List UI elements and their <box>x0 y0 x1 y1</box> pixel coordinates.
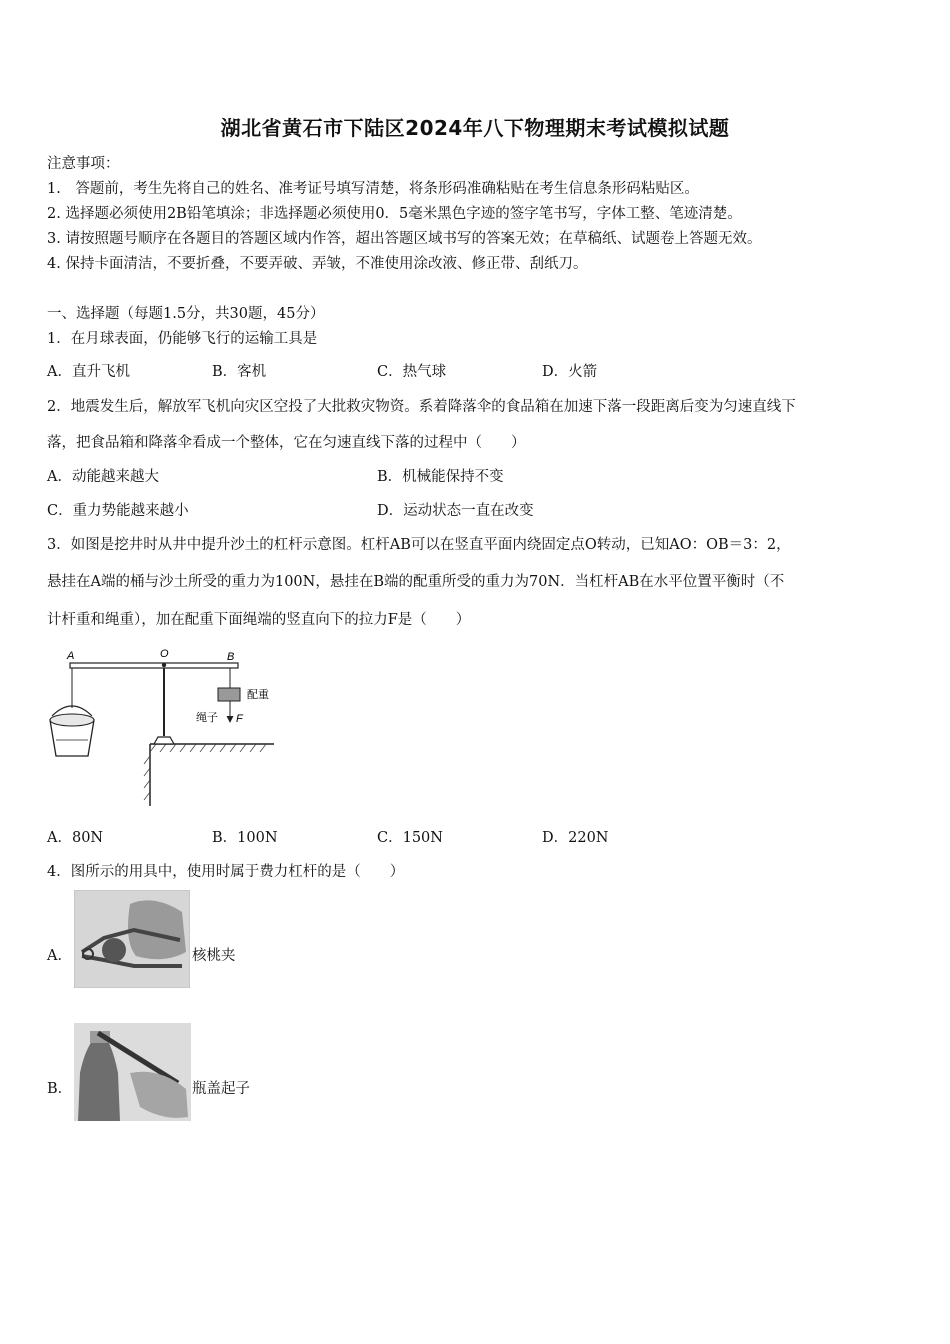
q3-option-b: B．100N <box>212 830 278 846</box>
lever-diagram <box>44 644 284 809</box>
label-weight: 配重 <box>247 688 269 701</box>
q1-option-d: D．火箭 <box>542 364 598 380</box>
notice-heading: 注意事项： <box>47 156 120 172</box>
q1-stem: 1．在月球表面，仍能够飞行的运输工具是 <box>47 331 318 347</box>
arrow-head-icon <box>227 716 234 723</box>
q1-option-c: C．热气球 <box>377 364 447 380</box>
notice-item-1: 1. 答题前，考生先将自己的姓名、准考证号填写清楚，将条形码准确粘贴在考生信息条形码粘贴区。 <box>47 181 699 197</box>
q4-option-b-label: B． <box>47 1081 73 1097</box>
q3-stem-line1: 3．如图是挖井时从井中提升沙土的杠杆示意图。杠杆AB可以在竖直平面内绕固定点O转动，已知AO：OB＝3：2， <box>47 537 791 553</box>
label-b: B <box>227 651 235 663</box>
label-rope: 绳子 <box>196 711 218 724</box>
q3-stem-line3: 计杆重和绳重），加在配重下面绳端的竖直向下的拉力F是（ ） <box>47 612 471 628</box>
post-base <box>154 737 174 744</box>
q4-option-a-caption: 核桃夹 <box>192 948 236 964</box>
walnut-icon <box>102 938 126 962</box>
q4-option-a-label: A． <box>47 948 72 964</box>
q2-option-d: D．运动状态一直在改变 <box>377 503 534 519</box>
pivot-point <box>162 663 166 667</box>
notice-item-3: 3. 请按照题号顺序在各题目的答题区域内作答，超出答题区域书写的答案无效；在草稿纸、试题卷上答题无效。 <box>47 231 762 247</box>
q1-option-b: B．客机 <box>212 364 267 380</box>
q3-stem-line2: 悬挂在A端的桶与沙土所受的重力为100N，悬挂在B端的配重所受的重力为70N．当杠杆AB在水平位置平衡时（不 <box>47 574 785 590</box>
bucket-sand <box>50 714 94 726</box>
q2-option-c: C．重力势能越来越小 <box>47 503 189 519</box>
q2-stem-line1: 2．地震发生后，解放军飞机向灾区空投了大批救灾物资。系着降落伞的食品箱在加速下落一段距离后变为匀速直线下 <box>47 399 796 415</box>
ground-hatch <box>144 744 266 800</box>
q4-stem: 4．图所示的用具中，使用时属于费力杠杆的是（ ） <box>47 864 405 880</box>
nutcracker-photo <box>74 890 190 988</box>
q3-option-a: A．80N <box>47 830 104 846</box>
lever-bar <box>70 663 238 668</box>
q1-option-a: A．直升飞机 <box>47 364 130 380</box>
q2-option-a: A．动能越来越大 <box>47 469 159 485</box>
label-a: A <box>67 650 75 662</box>
counterweight <box>218 688 240 701</box>
q2-option-b: B．机械能保持不变 <box>377 469 504 485</box>
section-heading: 一、选择题（每题1.5分，共30题，45分） <box>47 306 325 322</box>
q2-stem-line2: 落，把食品箱和降落伞看成一个整体，它在匀速直线下落的过程中（ ） <box>47 435 526 451</box>
bottle-opener-photo <box>74 1023 191 1121</box>
q3-option-c: C．150N <box>377 830 443 846</box>
label-force: F <box>236 713 243 725</box>
q3-option-d: D．220N <box>542 830 609 846</box>
label-o: O <box>160 648 169 660</box>
q4-option-b-caption: 瓶盖起子 <box>192 1081 250 1097</box>
notice-item-4: 4. 保持卡面清洁，不要折叠，不要弄破、弄皱，不准使用涂改液、修正带、刮纸刀。 <box>47 256 588 272</box>
page-title: 湖北省黄石市下陆区2024年八下物理期末考试模拟试题 <box>220 116 730 140</box>
notice-item-2: 2. 选择题必须使用2B铅笔填涂；非选择题必须使用0．5毫米黑色字迹的签字笔书写，字体工整、笔迹清楚。 <box>47 206 742 222</box>
